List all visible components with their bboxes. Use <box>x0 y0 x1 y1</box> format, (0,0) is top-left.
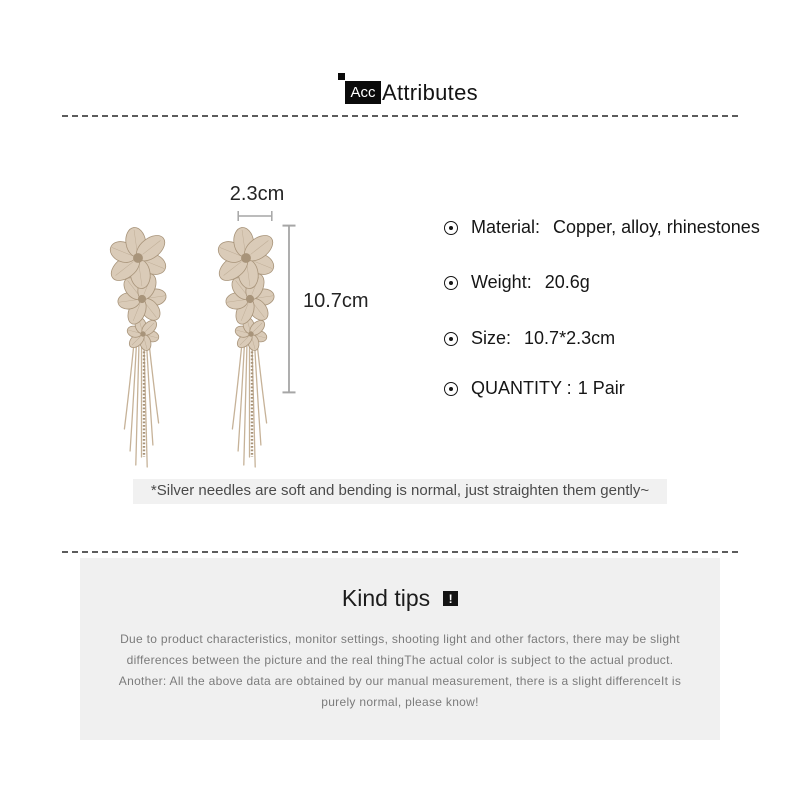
attribute-value: 1 Pair <box>577 378 625 398</box>
attribute-label: Material: <box>471 217 541 237</box>
attribute-value: Copper, alloy, rhinestones <box>553 217 760 237</box>
attribute-row-quantity <box>444 378 625 399</box>
height-measure-label: 10.7cm <box>303 290 369 312</box>
kind-tips-line: Due to product characteristics, monitor settings, shooting light and other factors, there may be slight <box>120 632 680 646</box>
attribute-label: Weight: <box>471 272 532 292</box>
circled-dot-bullet-icon <box>444 221 458 235</box>
attribute-row-weight <box>444 272 590 293</box>
product-image-earrings <box>100 222 300 474</box>
circled-dot-bullet-icon <box>444 382 458 396</box>
kind-tips-title: Kind tips <box>341 585 431 611</box>
acc-badge: Acc <box>345 81 381 104</box>
attribute-row-material <box>444 217 760 238</box>
top-dashed-divider <box>62 115 738 117</box>
kind-tips-title-row <box>80 585 720 612</box>
page-title: Attributes <box>382 80 478 105</box>
circled-dot-bullet-icon <box>444 276 458 290</box>
width-measure-label: 2.3cm <box>229 183 285 205</box>
exclamation-icon: ! <box>443 591 458 606</box>
width-measure-bracket-icon <box>237 210 273 222</box>
bottom-dashed-divider <box>62 551 738 553</box>
kind-tips-line: Another: All the above data are obtained by our manual measurement, there is a slight differenceIt is <box>118 674 682 688</box>
attribute-row-size <box>444 328 615 349</box>
kind-tips-text <box>80 629 720 713</box>
product-note-wrap <box>0 479 800 504</box>
attribute-label: Size: <box>471 328 512 348</box>
kind-tips-line: differences between the picture and the real thingThe actual color is subject to the actual product. <box>126 653 674 667</box>
kind-tips-panel <box>80 558 720 740</box>
decor-square-icon <box>338 73 345 80</box>
product-note: *Silver needles are soft and bending is normal, just straighten them gently~ <box>133 479 667 504</box>
attribute-value: 10.7*2.3cm <box>524 328 616 348</box>
circled-dot-bullet-icon <box>444 332 458 346</box>
kind-tips-line: purely normal, please know! <box>321 695 479 709</box>
attribute-value: 20.6g <box>544 272 590 292</box>
attribute-label: QUANTITY : <box>471 378 572 398</box>
